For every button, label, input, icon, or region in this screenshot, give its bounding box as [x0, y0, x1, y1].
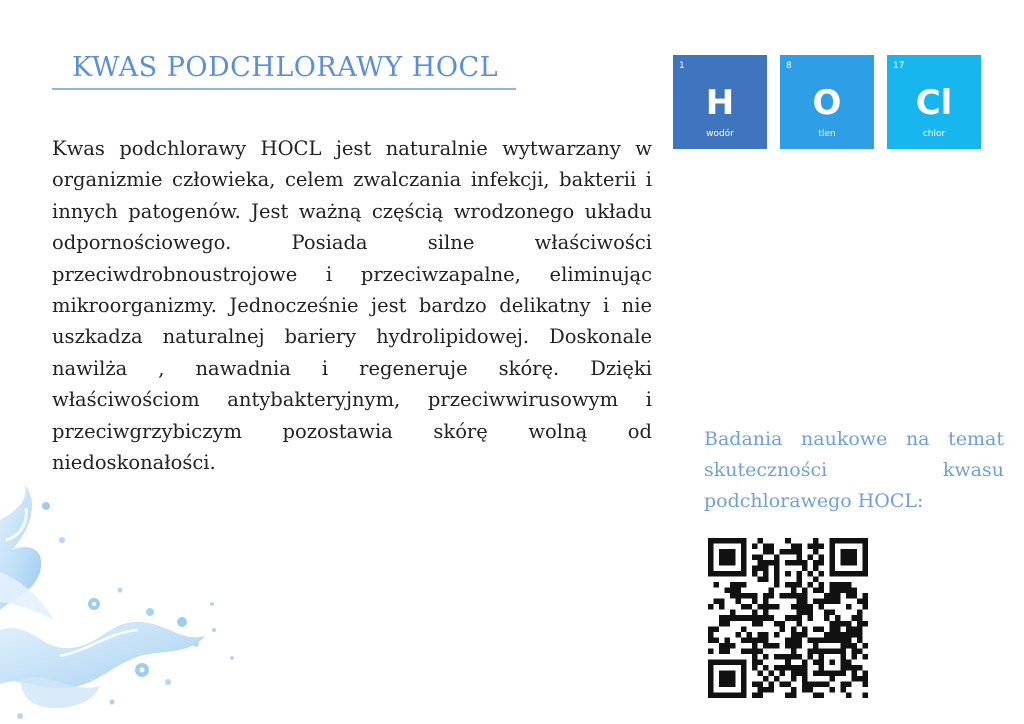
element-tile-chlorine [887, 55, 981, 149]
element-name: wodór [706, 129, 734, 139]
title-underline [52, 88, 516, 90]
page-title: KWAS PODCHLORAWY HOCL [72, 52, 499, 83]
qr-code-icon[interactable] [708, 538, 868, 698]
element-tile-oxygen [780, 55, 874, 149]
research-caption: Badania naukowe na temat skuteczności kwasu podchlorawego HOCL: [704, 428, 1004, 512]
element-symbol: Cl [915, 83, 953, 123]
atomic-number: 17 [893, 61, 905, 71]
atomic-number: 8 [786, 61, 792, 71]
element-name: tlen [818, 129, 836, 139]
atomic-number: 1 [679, 61, 685, 71]
body-paragraph: Kwas podchlorawy HOCL jest naturalnie wytwarzany w organizmie człowieka, celem zwalczania infekcji, bakterii i innych patogenów. Jest ważną częścią wrodzonego układu odpornościowego. Posiada silne właściwości przeciwdrobnoustrojowe i przeciwzapalne, eliminując mikroorganizmy. Jednocześnie jest bardzo delikatny i nie uszkadza naturalnej bariery hydrolipidowej. Doskonale nawilża , nawadnia i regeneruje skórę. Dzięki właściwościom antybakteryjnym, przeciwwirusowym i przeciwgrzybiczym pozostawia skórę wolną od niedoskonałości. [52, 137, 652, 475]
element-symbol: O [812, 83, 842, 123]
element-tile-hydrogen [673, 55, 767, 149]
element-symbol: H [705, 83, 735, 123]
element-name: chlor [922, 129, 946, 139]
water-splash-icon [0, 480, 260, 724]
